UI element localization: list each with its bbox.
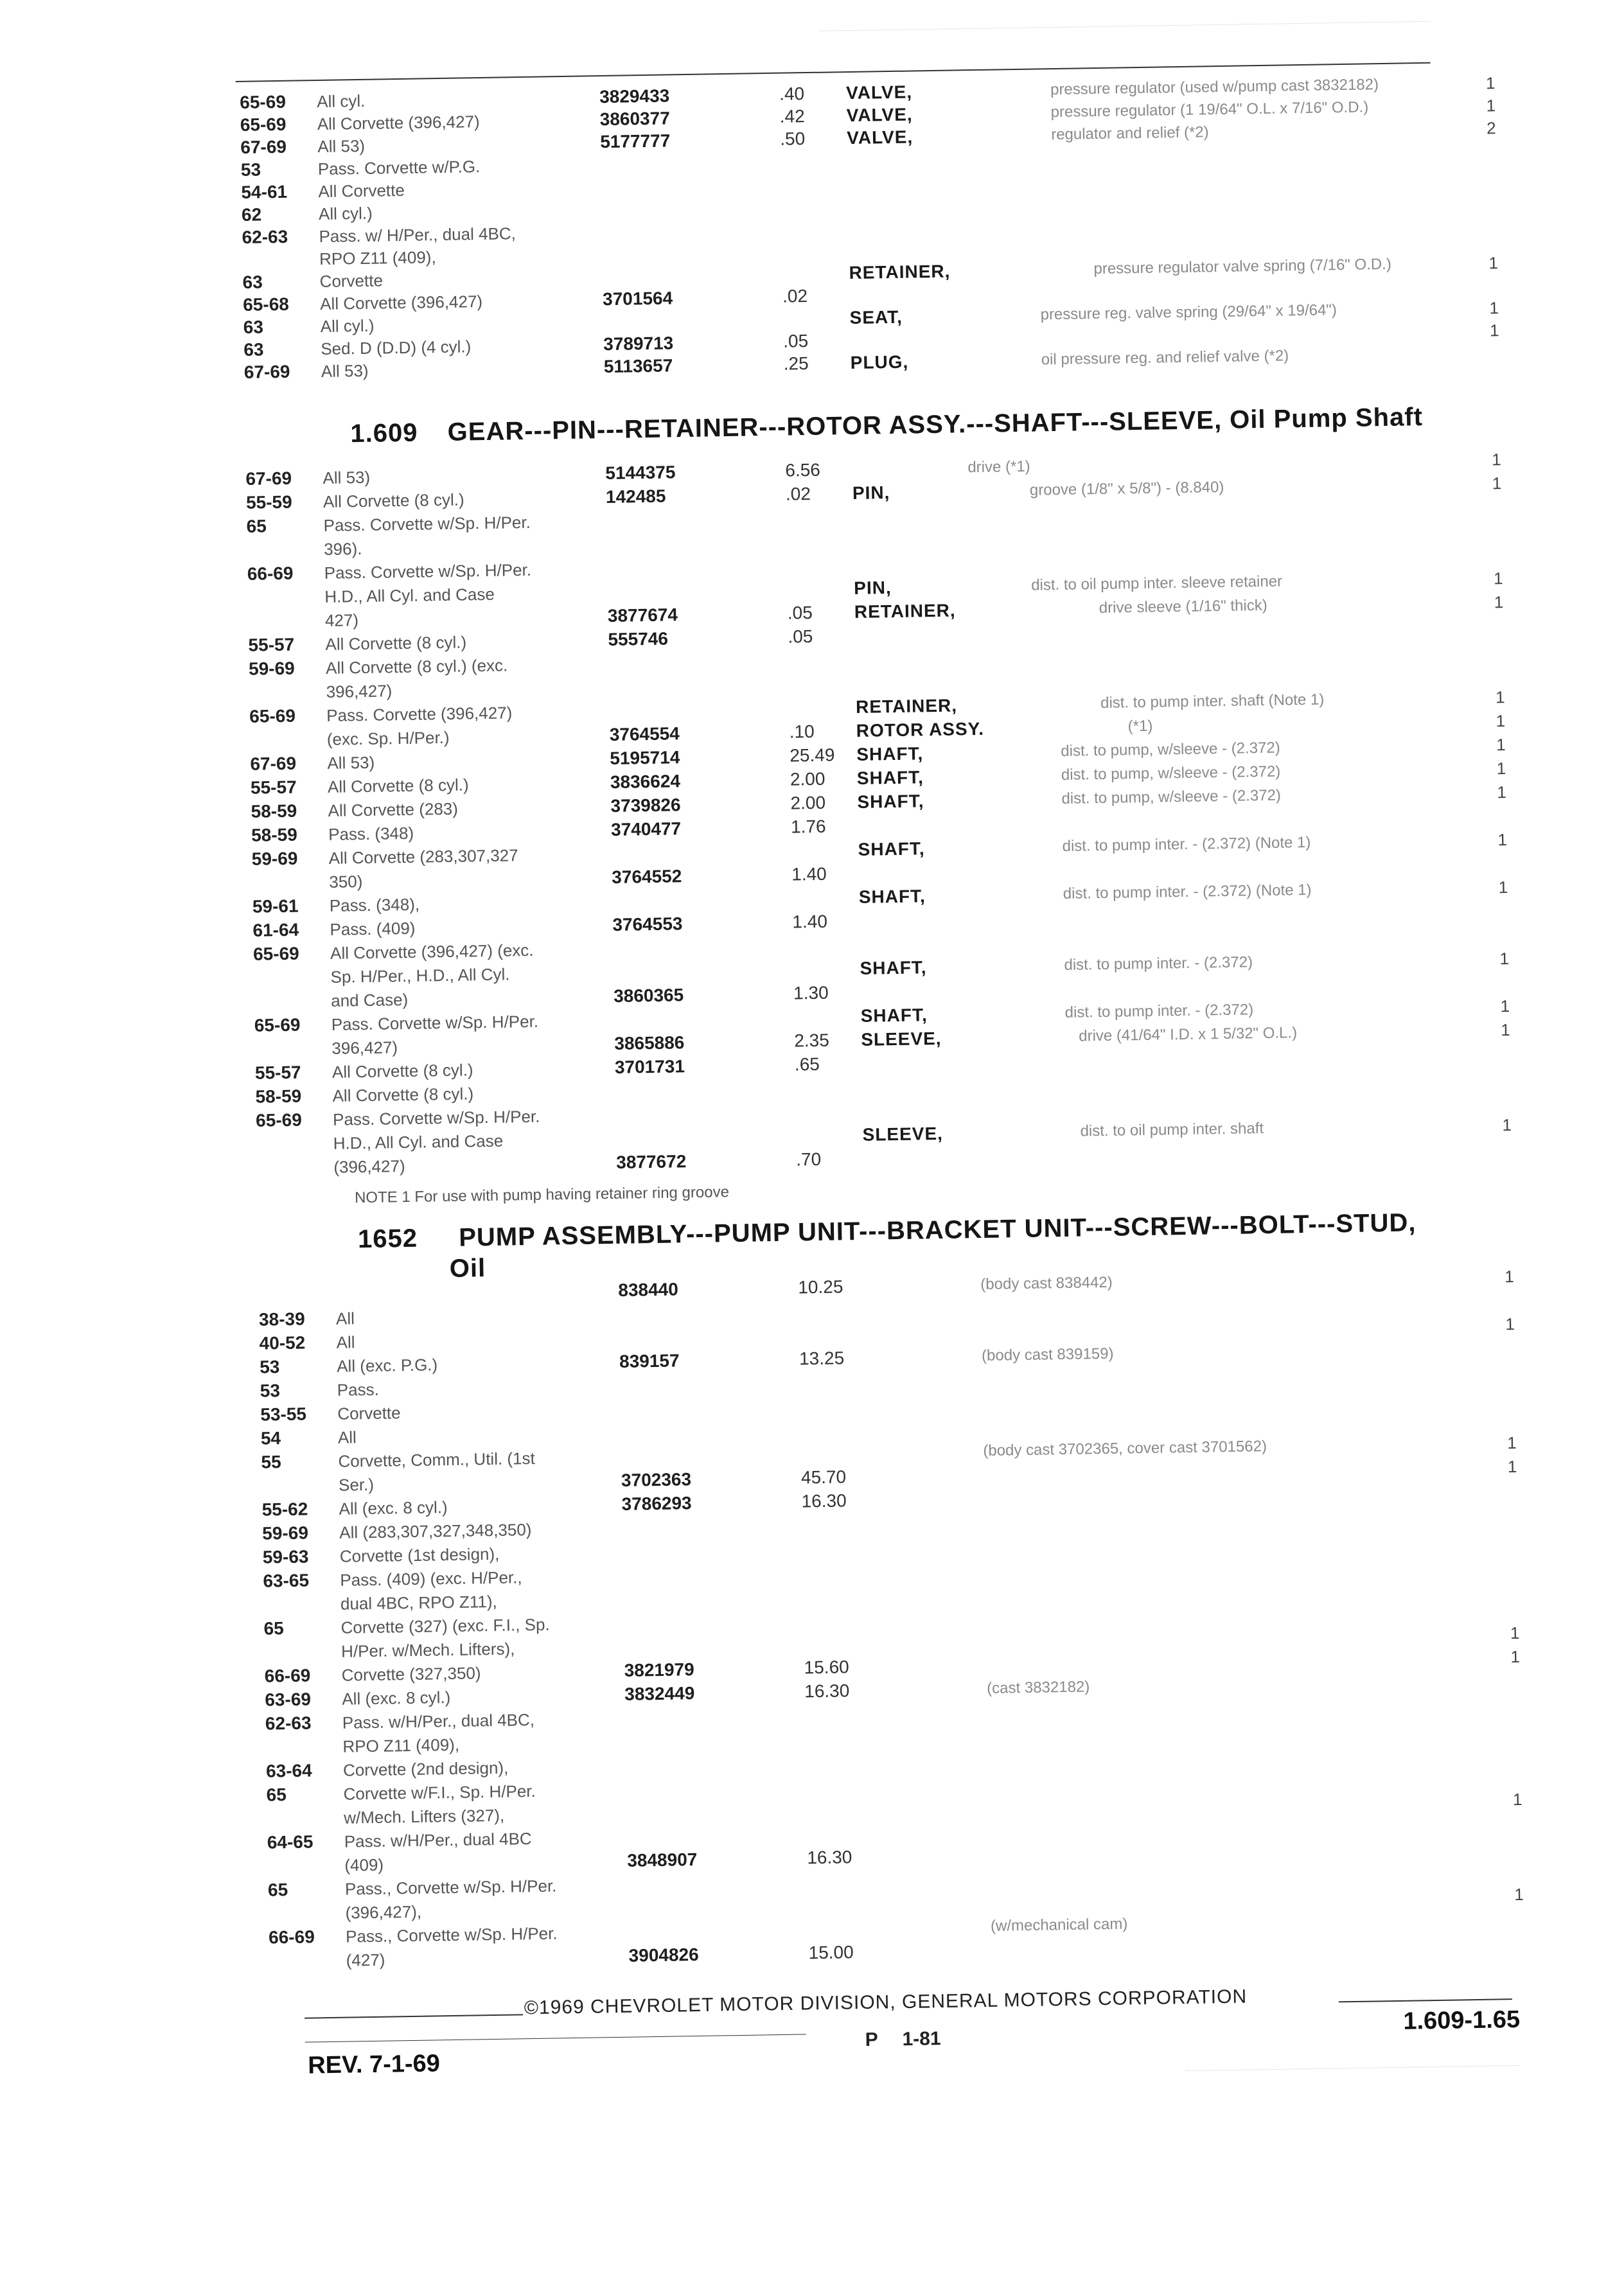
row-description: dist. to pump, w/sleeve - (2.372) <box>1061 786 1282 807</box>
row-price: .10 <box>789 721 815 742</box>
row-part-number: 3739826 <box>610 795 681 816</box>
row-years: 65-69 <box>254 1014 301 1036</box>
row-application: Sp. H/Per., H.D., All Cyl. <box>330 964 510 987</box>
row-part-number: 3701731 <box>614 1056 685 1077</box>
row-application: Pass. (348), <box>329 894 420 915</box>
row-years: 65-69 <box>240 114 287 135</box>
row-quantity: 1 <box>1500 996 1510 1016</box>
row-years: 65-69 <box>252 943 299 964</box>
row-part-name: VALVE, <box>845 82 913 103</box>
section-1609-note: NOTE 1 For use with pump having retainer ring groove <box>354 1183 730 1207</box>
section-1609-heading <box>350 403 1423 448</box>
row-part-number: 5195714 <box>610 747 680 768</box>
row-application: Pass. Corvette w/P.G. <box>317 157 481 179</box>
row-description: dist. to pump inter. shaft (Note 1) <box>1100 691 1325 712</box>
row-part-number: 3821979 <box>624 1659 694 1680</box>
row-application: Corvette (327,350) <box>341 1663 481 1685</box>
row-years: 55-57 <box>248 634 295 655</box>
row-years: 65-68 <box>242 294 290 315</box>
row-quantity: 1 <box>1491 450 1501 470</box>
row-years: 62-63 <box>242 226 288 247</box>
row-quantity: 1 <box>1514 1884 1524 1905</box>
row-description: pressure regulator valve spring (7/16" O.D.) <box>1093 255 1392 278</box>
row-part-number: 3701564 <box>602 288 673 310</box>
row-quantity: 1 <box>1492 473 1502 493</box>
row-application: All cyl. <box>317 91 366 112</box>
row-part-name: SLEEVE, <box>862 1123 944 1145</box>
row-application: All Corvette (8 cyl.) <box>325 632 467 654</box>
row-part-number: 3865886 <box>614 1032 685 1053</box>
row-quantity: 1 <box>1489 298 1499 318</box>
row-description: drive sleeve (1/16" thick) <box>1099 596 1267 617</box>
row-application: All (exc. P.G.) <box>336 1355 438 1376</box>
row-price: 1.40 <box>791 863 827 885</box>
row-years: 67-69 <box>245 468 292 489</box>
row-application: Pass. w/ H/Per., dual 4BC, <box>319 224 516 246</box>
row-price: 16.30 <box>804 1680 850 1702</box>
row-application: dual 4BC, RPO Z11), <box>340 1591 497 1614</box>
row-years: 66-69 <box>264 1665 311 1686</box>
row-years: 59-63 <box>262 1546 309 1567</box>
row-description: pressure regulator (used w/pump cast 3832182) <box>1050 76 1379 99</box>
row-part-number: 3764552 <box>612 866 682 887</box>
row-part-number: 3877674 <box>607 604 678 626</box>
bottom-faint-rule <box>1186 2065 1520 2071</box>
row-quantity: 1 <box>1499 949 1510 969</box>
row-description: dist. to oil pump inter. sleeve retainer <box>1031 572 1283 594</box>
row-years: 55-59 <box>245 491 292 513</box>
row-part-name: SHAFT, <box>860 1005 928 1026</box>
row-quantity: 1 <box>1497 830 1508 850</box>
row-quantity: 1 <box>1496 711 1506 731</box>
row-description: (*1) <box>1127 717 1153 736</box>
footer-rule-right <box>1339 1998 1512 2002</box>
row-application: (exc. Sp. H/Per.) <box>326 727 450 749</box>
row-application: 350) <box>329 872 363 892</box>
row-price: .42 <box>779 106 805 127</box>
section-1652-title: PUMP ASSEMBLY---PUMP UNIT---BRACKET UNIT---SCREW---BOLT---STUD, <box>458 1208 1417 1252</box>
row-years: 38-39 <box>258 1309 305 1330</box>
row-years: 65 <box>246 516 267 536</box>
row-years: 63-65 <box>263 1570 310 1591</box>
row-part-name: PIN, <box>854 577 892 598</box>
row-quantity: 1 <box>1510 1623 1520 1643</box>
row-years: 65-69 <box>240 91 287 112</box>
row-application: All Corvette (396,427) (exc. <box>330 940 534 963</box>
row-price: 6.56 <box>785 459 821 480</box>
row-part-number: 3836624 <box>610 771 681 792</box>
row-part-number: 3740477 <box>610 818 682 840</box>
section-1609-number: 1.609 <box>350 418 418 448</box>
row-application: Corvette w/F.I., Sp. H/Per. <box>343 1781 536 1804</box>
row-years: 65 <box>266 1785 287 1805</box>
row-years: 63 <box>243 317 264 337</box>
row-application: All Corvette (283,307,327 <box>328 845 518 868</box>
row-years: 53 <box>240 159 261 180</box>
row-description: groove (1/8" x 5/8") - (8.840) <box>1029 478 1224 499</box>
row-part-number: 3877672 <box>616 1151 687 1172</box>
row-part-name: VALVE, <box>846 104 913 126</box>
row-quantity: 1 <box>1510 1646 1521 1667</box>
row-years: 64-65 <box>267 1831 313 1853</box>
row-application: Corvette <box>319 270 384 291</box>
row-part-name: SHAFT, <box>858 838 925 859</box>
row-years: 65-69 <box>249 705 296 727</box>
row-quantity: 1 <box>1485 73 1496 93</box>
row-part-name: SHAFT, <box>856 743 924 764</box>
row-quantity: 1 <box>1505 1314 1515 1334</box>
row-price: .02 <box>782 286 808 306</box>
row-part-name: SHAFT, <box>858 886 926 907</box>
row-quantity: 1 <box>1497 782 1507 802</box>
row-years: 53 <box>260 1380 281 1401</box>
row-years: 40-52 <box>259 1332 306 1353</box>
row-part-name: RETAINER, <box>855 695 958 717</box>
row-application: 396). <box>323 539 362 559</box>
row-part-number: 838440 <box>618 1279 679 1300</box>
row-application: Pass. Corvette w/Sp. H/Per. <box>323 512 531 535</box>
row-part-number: 3860365 <box>613 985 684 1006</box>
row-application: All cyl.) <box>320 315 375 336</box>
footer-revision: REV. 7-1-69 <box>307 2050 441 2079</box>
row-quantity: 2 <box>1486 118 1496 138</box>
row-application: H.D., All Cyl. and Case <box>333 1131 504 1153</box>
row-application: 396,427) <box>326 681 393 701</box>
row-price: 2.00 <box>790 768 825 789</box>
row-description: dist. to pump inter. - (2.372) (Note 1) <box>1062 833 1311 855</box>
row-application: w/Mech. Lifters (327), <box>343 1805 505 1828</box>
top-faint-rule <box>820 21 1430 31</box>
row-part-name: SHAFT, <box>860 957 927 978</box>
row-quantity: 1 <box>1507 1432 1517 1453</box>
row-part-number: 3764554 <box>609 723 680 745</box>
row-part-name: VALVE, <box>847 127 914 148</box>
row-application: Pass. <box>337 1379 380 1400</box>
row-application: 396,427) <box>331 1037 398 1058</box>
row-application: Ser.) <box>338 1474 375 1495</box>
section-1652-heading <box>358 1208 1417 1254</box>
row-application: (396,427), <box>345 1901 422 1923</box>
row-years: 58-59 <box>251 824 298 845</box>
row-description: dist. to pump inter. - (2.372) (Note 1) <box>1063 881 1312 903</box>
row-price: .50 <box>780 128 806 149</box>
row-application: H/Per. w/Mech. Lifters), <box>340 1639 515 1661</box>
row-years: 67-69 <box>243 361 290 382</box>
row-price: 25.49 <box>790 745 835 766</box>
row-quantity: 1 <box>1500 1020 1510 1040</box>
row-price: .05 <box>788 626 813 647</box>
row-application: Corvette (327) (exc. F.I., Sp. <box>340 1614 550 1637</box>
row-application: All Corvette (8 cyl.) <box>327 775 469 797</box>
row-part-number: 5177777 <box>600 130 671 152</box>
row-price: 45.70 <box>800 1467 847 1488</box>
row-application: All (exc. 8 cyl.) <box>339 1497 448 1519</box>
row-part-number: 3829433 <box>599 85 670 107</box>
row-years: 54 <box>260 1428 281 1449</box>
row-price: 2.00 <box>790 792 826 813</box>
row-application: All Corvette <box>318 180 405 202</box>
row-application: All 53) <box>327 752 375 773</box>
row-description: pressure reg. valve spring (29/64" x 19/64") <box>1040 301 1337 324</box>
row-description: (body cast 838442) <box>980 1273 1113 1294</box>
row-quantity: 1 <box>1493 568 1503 588</box>
row-quantity: 1 <box>1495 687 1505 707</box>
row-years: 62 <box>241 204 262 225</box>
footer-page-number: P 1-81 <box>865 2028 941 2050</box>
row-description: dist. to pump inter. - (2.372) <box>1064 1001 1254 1021</box>
row-years: 59-61 <box>252 895 299 917</box>
row-price: .70 <box>795 1149 822 1170</box>
row-years: 55 <box>261 1452 281 1472</box>
row-years: 65 <box>263 1618 284 1639</box>
section-1609-title: GEAR---PIN---RETAINER---ROTOR ASSY.---SHAFT---SLEEVE, Oil Pump Shaft <box>447 403 1424 446</box>
row-application: (396,427) <box>333 1156 405 1177</box>
row-description: oil pressure reg. and relief valve (*2) <box>1041 347 1289 369</box>
row-quantity: 1 <box>1488 253 1499 273</box>
row-part-name: RETAINER, <box>854 600 956 622</box>
row-years: 55-62 <box>261 1499 308 1520</box>
row-price: 15.60 <box>804 1657 849 1678</box>
row-years: 55-57 <box>254 1062 301 1083</box>
row-application: Pass. w/H/Per., dual 4BC <box>344 1829 532 1851</box>
row-description: drive (41/64" I.D. x 1 5/32" O.L.) <box>1079 1024 1298 1045</box>
row-application: All <box>335 1309 355 1328</box>
row-application: All <box>337 1427 357 1447</box>
row-part-number: 3860377 <box>599 108 670 130</box>
row-application: Pass. (409) <box>330 918 416 939</box>
row-description: dist. to pump, w/sleeve - (2.372) <box>1061 739 1280 760</box>
row-application: All 53) <box>317 136 366 157</box>
row-part-name: SEAT, <box>849 306 903 328</box>
row-application: Pass. Corvette w/Sp. H/Per. <box>331 1011 539 1034</box>
row-years: 58-59 <box>255 1086 302 1107</box>
row-application: Pass. (409) (exc. H/Per., <box>340 1567 522 1590</box>
row-years: 55-57 <box>250 777 297 798</box>
row-quantity: 1 <box>1512 1789 1522 1810</box>
row-part-name: SLEEVE, <box>861 1028 942 1050</box>
row-part-name: PLUG, <box>850 351 909 373</box>
footer-rule-bottom <box>305 2034 806 2042</box>
row-part-number: 3789713 <box>603 333 674 355</box>
row-years: 61-64 <box>252 919 299 940</box>
row-application: All Corvette (8 cyl.) <box>332 1084 474 1106</box>
row-quantity: 1 <box>1502 1115 1512 1135</box>
row-part-number: 3848907 <box>627 1849 698 1871</box>
row-price: .05 <box>787 603 813 623</box>
footer-copyright: ©1969 CHEVROLET MOTOR DIVISION, GENERAL MOTORS CORPORATION <box>524 1986 1248 2019</box>
row-quantity: 1 <box>1496 735 1506 755</box>
row-application: Pass. Corvette (396,427) <box>326 703 513 725</box>
section-1652-title-line2: Oil <box>449 1254 486 1283</box>
row-years: 59-69 <box>251 848 298 869</box>
row-quantity: 1 <box>1496 759 1506 779</box>
row-application: Pass. Corvette w/Sp. H/Per. <box>324 560 532 583</box>
section-1652-number: 1652 <box>357 1224 418 1254</box>
row-years: 53 <box>259 1357 280 1377</box>
row-application: RPO Z11 (409), <box>319 247 436 269</box>
row-years: 63-69 <box>265 1689 312 1710</box>
row-price: .65 <box>794 1053 820 1075</box>
row-application: All (exc. 8 cyl.) <box>342 1688 451 1709</box>
row-price: .05 <box>782 331 809 351</box>
row-description: dist. to oil pump inter. shaft <box>1080 1120 1264 1140</box>
row-part-number: 555746 <box>608 628 669 650</box>
row-application: All Corvette (8 cyl.) <box>322 489 464 511</box>
row-years: 62-63 <box>265 1713 312 1734</box>
row-quantity: 1 <box>1486 96 1496 116</box>
row-application: All 53) <box>322 467 371 488</box>
row-price: 15.00 <box>808 1942 854 1963</box>
row-price: 13.25 <box>799 1348 845 1369</box>
row-application: 427) <box>324 610 359 630</box>
row-part-number: 3702363 <box>621 1469 692 1490</box>
row-price: .25 <box>783 353 809 374</box>
row-application: Pass. Corvette w/Sp. H/Per. <box>332 1106 540 1129</box>
row-description: pressure regulator (1 19/64" O.L. x 7/16" O.D.) <box>1050 98 1369 121</box>
row-years: 67-69 <box>240 136 287 157</box>
row-years: 54-61 <box>241 181 288 202</box>
row-price: 1.30 <box>793 982 829 1003</box>
row-application: Pass., Corvette w/Sp. H/Per. <box>345 1923 558 1946</box>
row-application: Pass., Corvette w/Sp. H/Per. <box>344 1876 557 1899</box>
row-part-name: SHAFT, <box>856 767 924 788</box>
row-years: 66-69 <box>247 563 294 584</box>
row-application: Corvette, Comm., Util. (1st <box>338 1448 535 1471</box>
row-application: All Corvette (396,427) <box>317 112 480 134</box>
row-description: regulator and relief (*2) <box>1050 123 1209 144</box>
row-part-number: 3764553 <box>612 913 683 935</box>
row-part-name: ROTOR ASSY. <box>856 718 985 741</box>
row-years: 59-69 <box>248 658 295 679</box>
row-application: and Case) <box>331 989 409 1010</box>
footer-page-range: 1.609-1.65 <box>1403 2005 1521 2035</box>
row-years: 58-59 <box>251 800 297 822</box>
row-description: dist. to pump inter. - (2.372) <box>1064 953 1253 974</box>
row-application: Corvette <box>337 1403 401 1423</box>
row-application: (409) <box>344 1855 384 1875</box>
row-application: All Corvette (396,427) <box>319 292 483 313</box>
row-description: (w/mechanical cam) <box>990 1915 1128 1935</box>
row-application: All 53) <box>321 360 369 381</box>
row-years: 65 <box>267 1880 288 1900</box>
row-application: All <box>336 1332 355 1352</box>
row-part-number: 3904826 <box>628 1944 699 1966</box>
row-description: (cast 3832182) <box>986 1678 1090 1697</box>
row-description: (body cast 3702365, cover cast 3701562) <box>983 1438 1267 1459</box>
footer-rule-left <box>304 2014 523 2018</box>
row-years: 63-64 <box>265 1760 312 1781</box>
row-quantity: 1 <box>1498 877 1508 897</box>
row-description: drive (*1) <box>967 457 1030 477</box>
row-application: RPO Z11 (409), <box>342 1734 460 1756</box>
row-years: 59-69 <box>262 1522 309 1544</box>
row-years: 53-55 <box>260 1404 307 1425</box>
row-years: 63 <box>242 272 263 292</box>
row-price: 1.76 <box>790 816 826 837</box>
row-price: 1.40 <box>792 911 828 932</box>
row-part-number: 839157 <box>619 1350 680 1371</box>
row-quantity: 1 <box>1507 1456 1517 1477</box>
header-rows <box>0 0 1608 382</box>
row-price: 2.35 <box>794 1030 830 1051</box>
row-application: Pass. w/H/Per., dual 4BC, <box>342 1710 535 1732</box>
row-application: All Corvette (8 cyl.) (exc. <box>325 655 508 678</box>
row-part-number: 3786293 <box>621 1493 692 1514</box>
row-description: (body cast 839159) <box>981 1344 1114 1365</box>
row-part-name: SHAFT, <box>857 791 924 812</box>
row-part-number: 3832449 <box>624 1683 695 1704</box>
row-years: 65-69 <box>255 1109 303 1131</box>
row-years: 67-69 <box>250 753 297 774</box>
row-quantity: 1 <box>1504 1266 1514 1287</box>
row-application: Sed. D (D.D) (4 cyl.) <box>321 337 472 358</box>
row-price: 16.30 <box>801 1490 847 1512</box>
row-part-number: 5113657 <box>603 355 673 377</box>
row-part-name: PIN, <box>852 482 890 504</box>
row-application: Corvette (2nd design), <box>342 1758 509 1780</box>
row-application: Corvette (1st design), <box>339 1544 500 1566</box>
row-part-number: 142485 <box>605 486 666 507</box>
row-price: 16.30 <box>807 1847 852 1868</box>
row-quantity: 1 <box>1489 321 1499 340</box>
row-application: All cyl.) <box>318 203 373 224</box>
row-part-name: RETAINER, <box>849 261 951 283</box>
row-application: All Corvette (283) <box>328 798 459 820</box>
row-price: .40 <box>779 84 805 104</box>
row-years: 66-69 <box>268 1926 315 1948</box>
row-application: All (283,307,327,348,350) <box>339 1520 532 1542</box>
row-application: (427) <box>346 1950 385 1970</box>
row-application: Pass. (348) <box>328 823 414 844</box>
row-years: 63 <box>243 339 264 360</box>
row-application: H.D., All Cyl. and Case <box>324 584 495 606</box>
row-description: dist. to pump, w/sleeve - (2.372) <box>1061 762 1281 784</box>
row-price: .02 <box>785 484 811 504</box>
row-application: All Corvette (8 cyl.) <box>331 1060 473 1082</box>
row-part-number: 5144375 <box>605 462 676 484</box>
row-price: 10.25 <box>798 1276 843 1298</box>
row-quantity: 1 <box>1494 592 1504 612</box>
